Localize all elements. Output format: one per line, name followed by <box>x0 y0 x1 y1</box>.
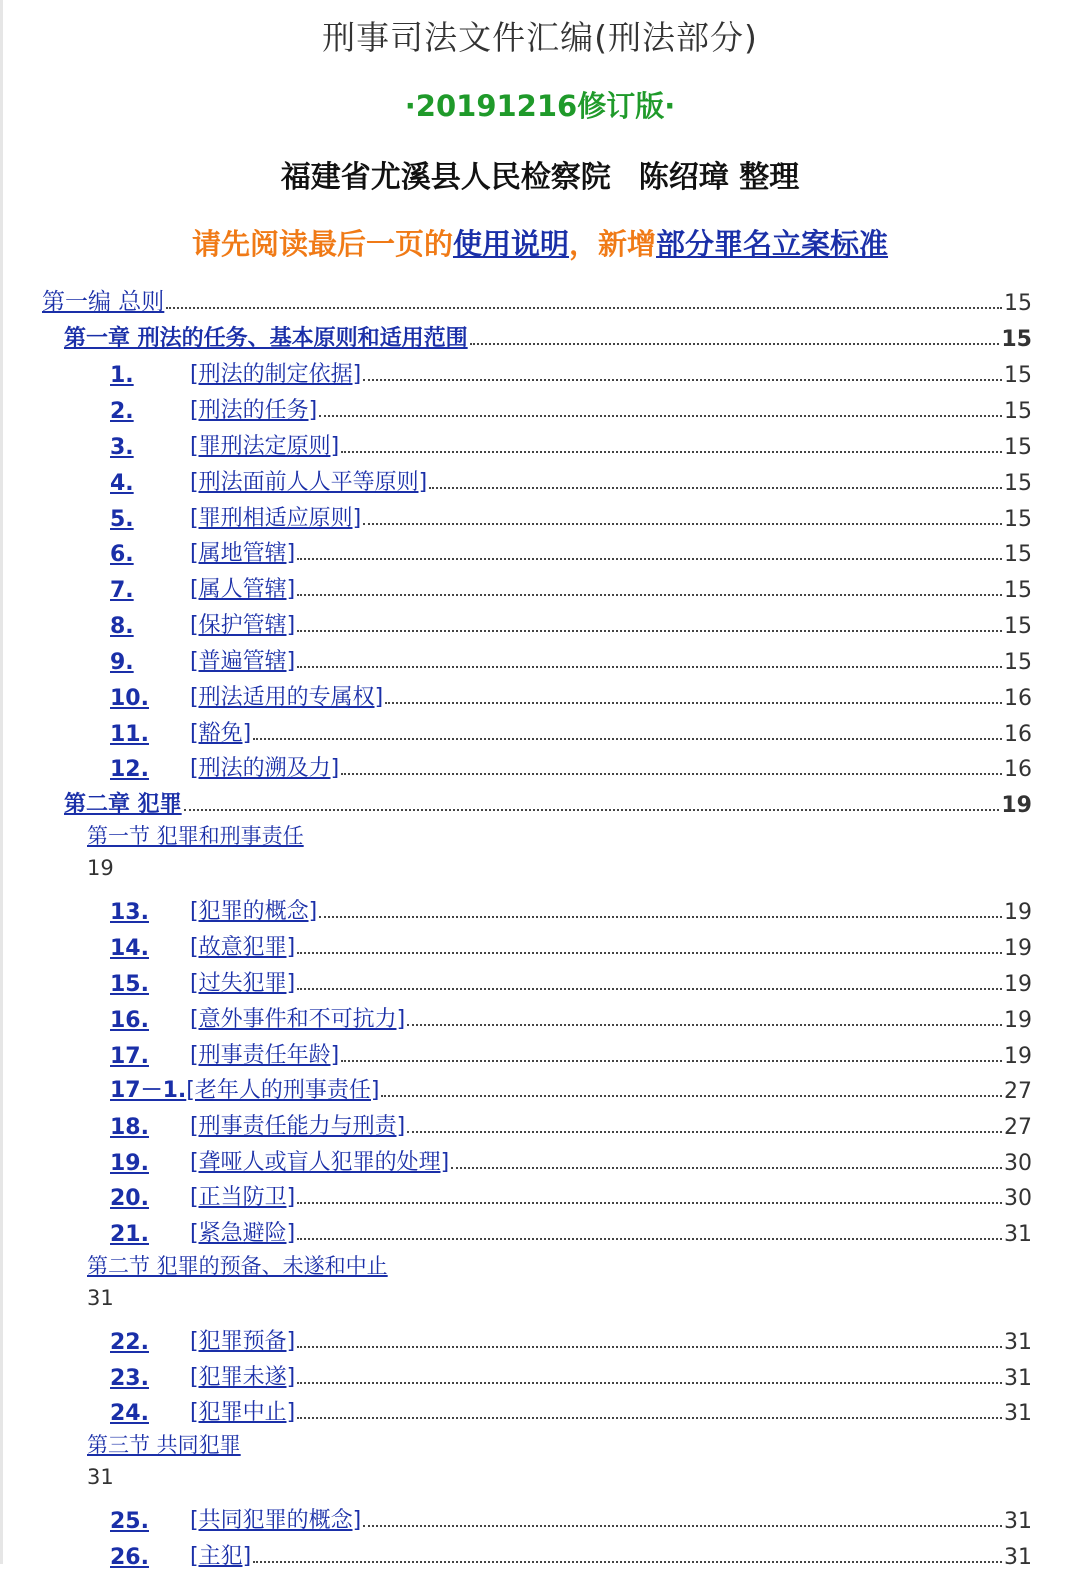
toc-title[interactable]: [犯罪的概念] <box>190 899 318 924</box>
toc-title[interactable]: [刑事责任能力与刑责] <box>190 1114 406 1139</box>
toc-num[interactable]: 7. <box>110 578 134 603</box>
toc-item[interactable] <box>110 603 1032 639</box>
toc-page: 19 <box>1004 1008 1032 1033</box>
toc-num[interactable]: 14. <box>110 936 149 961</box>
toc-item[interactable] <box>110 925 1032 961</box>
toc-title[interactable]: [罪刑法定原则] <box>190 434 340 459</box>
toc-leader <box>297 1202 1002 1204</box>
toc-leader <box>341 1060 1002 1062</box>
toc-title[interactable]: [意外事件和不可抗力] <box>190 1007 406 1032</box>
toc-item[interactable] <box>110 388 1032 424</box>
toc-chapter-2[interactable] <box>64 782 1032 818</box>
toc-title[interactable]: [紧急避险] <box>190 1221 296 1246</box>
toc-num[interactable]: 9. <box>110 650 134 675</box>
toc-title[interactable]: [刑法适用的专属权] <box>190 685 384 710</box>
version-label: ·20191216修订版· <box>404 89 676 123</box>
toc-page: 15 <box>1004 291 1032 316</box>
toc-title[interactable]: [过失犯罪] <box>190 971 296 996</box>
toc-page: 31 <box>1004 1401 1032 1426</box>
toc-num[interactable]: 24. <box>110 1401 149 1426</box>
toc-item[interactable] <box>110 1355 1032 1391</box>
filing-standards-link[interactable]: 部分罪名立案标准 <box>656 227 889 261</box>
toc-item[interactable] <box>110 639 1032 675</box>
toc-leader <box>297 1417 1002 1419</box>
toc-page: 31 <box>1004 1366 1032 1391</box>
toc-page: 15 <box>1004 507 1032 532</box>
toc-num[interactable]: 16. <box>110 1008 149 1033</box>
toc-page: 15 <box>1004 614 1032 639</box>
toc-item[interactable] <box>110 675 1032 711</box>
toc-leader <box>166 307 1002 309</box>
toc-leader <box>253 738 1002 740</box>
toc-item[interactable] <box>110 1390 1032 1426</box>
toc-num[interactable]: 5. <box>110 507 134 532</box>
toc-page: 31 <box>1004 1545 1032 1570</box>
toc-page: 31 <box>1004 1509 1032 1534</box>
toc-leader <box>341 451 1002 453</box>
toc-title[interactable]: [共同犯罪的概念] <box>190 1508 362 1533</box>
toc-section-1[interactable]: 第一节 犯罪和刑事责任 <box>87 824 304 848</box>
toc-title[interactable]: [属人管辖] <box>190 577 296 602</box>
toc-page: 16 <box>1004 757 1032 782</box>
toc-num[interactable]: 18. <box>110 1115 149 1140</box>
toc-leader <box>407 1024 1002 1026</box>
toc-leader <box>341 773 1002 775</box>
toc-page: 15 <box>1004 471 1032 496</box>
toc-title[interactable]: [犯罪中止] <box>190 1400 296 1425</box>
toc-num[interactable]: 1. <box>110 363 134 388</box>
toc-num[interactable]: 19. <box>110 1151 149 1176</box>
toc-leader <box>297 1238 1002 1240</box>
toc-leader <box>297 666 1002 668</box>
toc-title[interactable]: [属地管辖] <box>190 541 296 566</box>
toc-num[interactable]: 21. <box>110 1222 149 1247</box>
author-name: 陈绍璋 整理 <box>638 160 800 195</box>
toc-page: 30 <box>1004 1186 1032 1211</box>
document-title: 刑事司法文件汇编(刑法部分) <box>322 18 758 57</box>
notice-text-2: ，新增 <box>569 227 657 261</box>
toc-part-general[interactable] <box>42 280 1032 316</box>
toc-num[interactable]: 17. <box>110 1044 149 1069</box>
toc-page: 19 <box>1004 972 1032 997</box>
toc-item[interactable] <box>110 1104 1032 1140</box>
toc-page: 15 <box>1004 363 1032 388</box>
toc-item[interactable] <box>110 1319 1032 1355</box>
toc-title[interactable]: 第一编 总则 <box>42 289 165 315</box>
toc-title[interactable]: [犯罪未遂] <box>190 1365 296 1390</box>
toc-leader <box>297 558 1002 560</box>
toc-item[interactable] <box>110 1068 1032 1104</box>
toc-num[interactable]: 25. <box>110 1509 149 1534</box>
toc-title[interactable]: [刑法的制定依据] <box>190 362 362 387</box>
toc-item[interactable] <box>110 1498 1032 1534</box>
toc-title[interactable]: [刑法的溯及力] <box>190 756 340 781</box>
toc-page: 16 <box>1004 722 1032 747</box>
toc-page: 15 <box>1001 327 1032 352</box>
toc-leader <box>297 1382 1002 1384</box>
toc-title[interactable]: [刑事责任年龄] <box>190 1043 340 1068</box>
toc-title[interactable]: [刑法面前人人平等原则] <box>190 470 428 495</box>
toc-leader <box>451 1167 1002 1169</box>
toc-section-3-page: 31 <box>87 1465 114 1489</box>
toc-section-1-page: 19 <box>87 856 114 880</box>
toc-item[interactable] <box>110 997 1032 1033</box>
toc-leader <box>297 952 1002 954</box>
author-org: 福建省尤溪县人民检察院 <box>280 160 611 195</box>
toc-leader <box>253 1561 1002 1563</box>
toc-item[interactable] <box>110 460 1032 496</box>
toc-num[interactable]: 3. <box>110 435 134 460</box>
toc-item[interactable] <box>110 567 1032 603</box>
toc-num[interactable]: 10. <box>110 686 149 711</box>
toc-item[interactable] <box>110 1534 1032 1570</box>
toc-page: 19 <box>1004 900 1032 925</box>
toc-title[interactable]: 第二章 犯罪 <box>64 792 182 817</box>
notice-text-1: 请先阅读最后一页的 <box>191 227 453 261</box>
toc-item[interactable] <box>110 1211 1032 1247</box>
toc-leader <box>297 630 1002 632</box>
toc-leader <box>381 1095 1002 1097</box>
toc-item[interactable] <box>110 746 1032 782</box>
toc-num[interactable]: 20. <box>110 1186 149 1211</box>
toc-leader <box>429 487 1002 489</box>
toc-leader <box>184 809 1000 811</box>
toc-item[interactable] <box>110 711 1032 747</box>
toc-title[interactable]: [聋哑人或盲人犯罪的处理] <box>190 1150 450 1175</box>
toc-section-2[interactable]: 第二节 犯罪的预备、未遂和中止 <box>87 1254 388 1278</box>
usage-instructions-link[interactable]: 使用说明 <box>452 227 569 261</box>
toc-page: 16 <box>1004 686 1032 711</box>
toc-item[interactable] <box>110 1033 1032 1069</box>
toc-page: 27 <box>1004 1115 1032 1140</box>
toc-num[interactable]: 11. <box>110 722 149 747</box>
toc-title[interactable]: [豁免] <box>190 721 252 746</box>
notice-line <box>0 222 1080 263</box>
toc-section-2-page: 31 <box>87 1286 114 1310</box>
toc-page: 27 <box>1004 1079 1032 1104</box>
toc-num[interactable]: 12. <box>110 757 149 782</box>
toc-title[interactable]: [犯罪预备] <box>190 1329 296 1354</box>
toc-leader <box>363 379 1002 381</box>
toc-title[interactable]: [主犯] <box>190 1544 252 1569</box>
toc-num[interactable]: 8. <box>110 614 134 639</box>
toc-leader <box>297 988 1002 990</box>
toc-item[interactable] <box>110 1175 1032 1211</box>
toc-num[interactable]: 13. <box>110 900 149 925</box>
toc-leader <box>297 594 1002 596</box>
toc-num[interactable]: 6. <box>110 542 134 567</box>
toc-page: 15 <box>1004 399 1032 424</box>
toc-title[interactable]: [普遍管辖] <box>190 649 296 674</box>
toc-section-3[interactable]: 第三节 共同犯罪 <box>87 1433 241 1457</box>
toc-page: 31 <box>1004 1330 1032 1355</box>
toc-title[interactable]: [老年人的刑事责任] <box>186 1078 380 1103</box>
toc-item[interactable] <box>110 424 1032 460</box>
toc-title[interactable]: 第一章 刑法的任务、基本原则和适用范围 <box>64 326 468 351</box>
toc-title[interactable]: [故意犯罪] <box>190 935 296 960</box>
toc-page: 15 <box>1004 542 1032 567</box>
toc-item[interactable] <box>110 889 1032 925</box>
toc-num[interactable]: 15. <box>110 972 149 997</box>
toc-page: 30 <box>1004 1151 1032 1176</box>
toc-title[interactable]: [罪刑相适应原则] <box>190 506 362 531</box>
toc-leader <box>385 702 1002 704</box>
toc-page: 31 <box>1004 1222 1032 1247</box>
toc-item[interactable] <box>110 531 1032 567</box>
toc-leader <box>297 1346 1002 1348</box>
toc-item[interactable] <box>110 496 1032 532</box>
toc-page: 19 <box>1004 936 1032 961</box>
toc-num[interactable]: 22. <box>110 1330 149 1355</box>
toc-page: 15 <box>1004 650 1032 675</box>
toc-item[interactable] <box>110 1140 1032 1176</box>
toc-title[interactable]: [正当防卫] <box>190 1185 296 1210</box>
toc-leader <box>319 916 1002 918</box>
toc-num[interactable]: 17－1. <box>110 1078 187 1103</box>
toc-num[interactable]: 26. <box>110 1545 149 1570</box>
toc-title[interactable]: [刑法的任务] <box>190 398 318 423</box>
toc-page: 19 <box>1004 1044 1032 1069</box>
toc-leader <box>470 343 1000 345</box>
author-line <box>0 152 1080 196</box>
toc-leader <box>363 1525 1002 1527</box>
toc-num[interactable]: 23. <box>110 1366 149 1391</box>
toc-page: 15 <box>1004 578 1032 603</box>
toc-page: 19 <box>1001 793 1032 818</box>
toc-item[interactable] <box>110 961 1032 997</box>
toc-leader <box>319 415 1002 417</box>
toc-num[interactable]: 2. <box>110 399 134 424</box>
toc-title[interactable]: [保护管辖] <box>190 613 296 638</box>
toc-leader <box>363 523 1002 525</box>
toc-num[interactable]: 4. <box>110 471 134 496</box>
toc-chapter-1[interactable] <box>64 316 1032 352</box>
toc-leader <box>407 1131 1002 1133</box>
toc-item[interactable] <box>110 352 1032 388</box>
toc-page: 15 <box>1004 435 1032 460</box>
